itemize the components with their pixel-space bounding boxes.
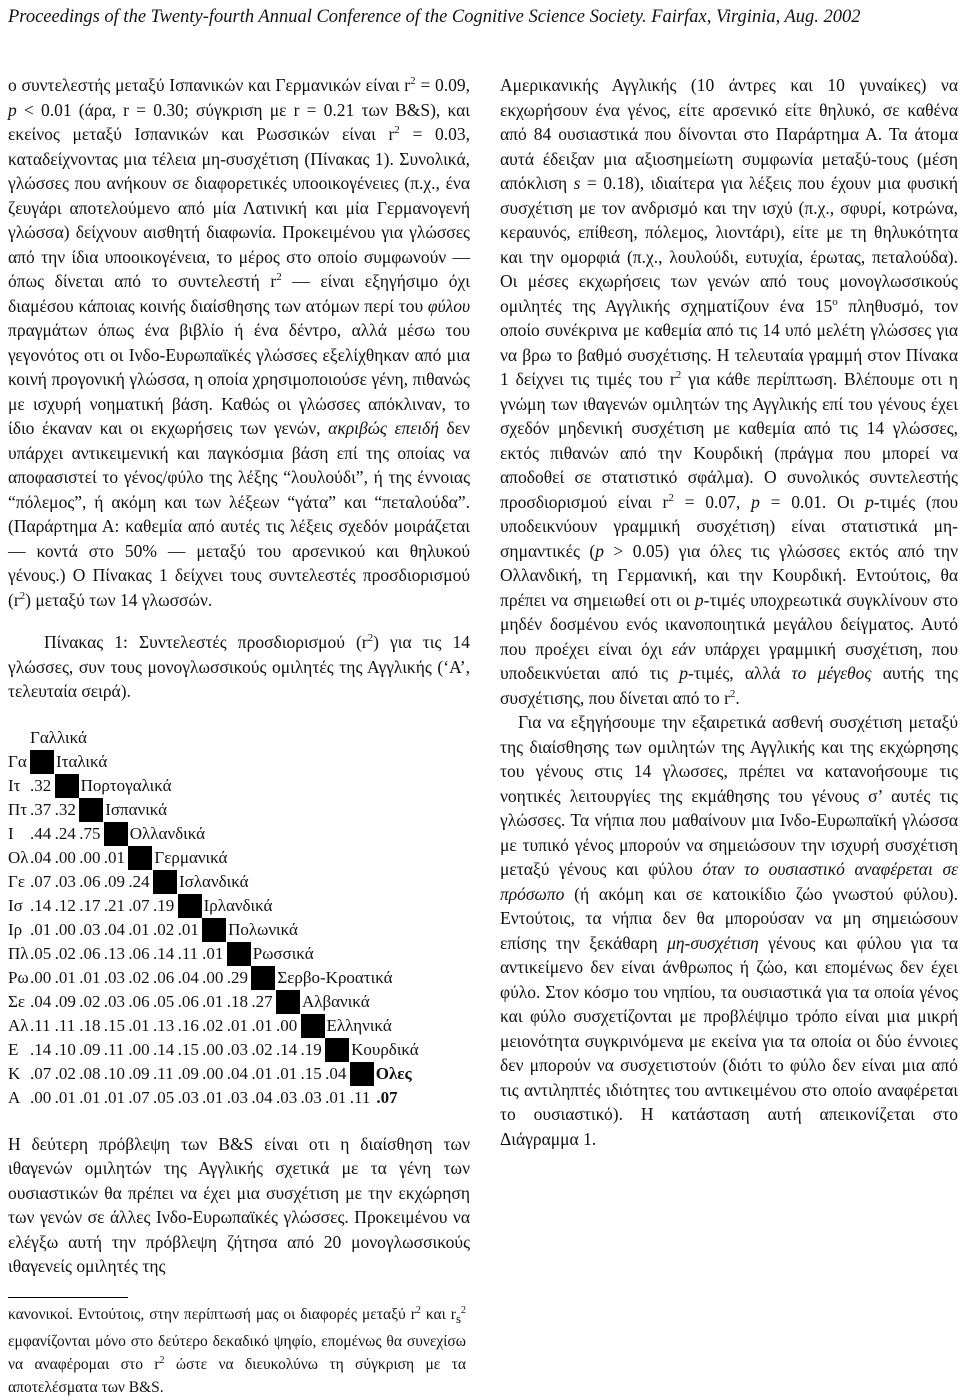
table-cell: .01	[251, 1063, 273, 1083]
row-cells	[30, 822, 104, 846]
row-label: Ισ	[8, 895, 23, 915]
table-cell: .14	[152, 943, 175, 963]
column-language-label: Ολες	[375, 1063, 412, 1083]
row-cells	[30, 1038, 325, 1062]
table-cell: .24	[54, 823, 76, 843]
table-cell: .03	[300, 1087, 322, 1107]
table-cell: .15	[300, 1063, 322, 1083]
table-cell: .09	[54, 991, 76, 1011]
table-caption: Πίνακας 1: Συντελεστές προσδιορισμού $(r^2)$ για τις 14 γλώσσες, συν τους μονογλωσσικούς ομιλητές της Αγγλικής (‘Α’, τελευταία σειρά).	[8, 632, 470, 701]
table-cell: .01	[202, 1087, 224, 1107]
table-cell: .07	[30, 871, 52, 891]
diagonal-block	[251, 966, 275, 990]
table-header-row	[8, 726, 470, 750]
footnote-rule	[8, 1297, 128, 1298]
diagonal-block	[30, 750, 54, 774]
diagonal-block	[227, 942, 251, 966]
table-row	[8, 1086, 470, 1110]
row-cells	[30, 1086, 374, 1110]
table-cell: .09	[128, 1063, 150, 1083]
table-cell: .02	[202, 1015, 224, 1035]
row-label: Ρω	[8, 967, 29, 987]
row-cells	[30, 966, 251, 990]
table-cell: .04	[325, 1063, 347, 1083]
row-label: Γα	[8, 751, 27, 771]
table-cell: .04	[103, 919, 126, 939]
table-cell: .03	[226, 1039, 248, 1059]
right-paragraph-2: Για να εξηγήσουμε την εξαιρετικά ασθενή συσχέτιση μεταξύ της διαίσθησης των ομιλητών της Αγγλικής και της εκχώρησης του γένους στις 14 γλωσσες, πρέπει να κατανοήσουμε τις νοητικές λειτουργίες της εκμάθησης του γένους σ’ αυτές τις γλώσσες. Τα νήπια που μαθαίνουν μια Ινδο-Ευρωπαϊκή γλώσσα με τυπικό γένος μπορούν να σημειώσουν την ισχυρή συσχέτιση μεταξύ γένους και φύλου όταν το ουσιαστικό αναφέρεται σε πρόσωπο (ή ακόμη και σε κατοικίδιο ζώο γνωστού φύλου). Εντούτοις, τα νήπια δεν θα μπορούσαν να μη σημειώσουν επίσης την ξεκάθαρη μη-συσχέτιση γένους και φύλου για τα αντικείμενο δεν είναι άνθρωπος ή ζώο, και επομένως δεν έχει φύλο. Στον κόσμο του νηπίου, τα ουσιαστικά για τα οποία γένος και φύλο συσχετίζονται με προβλέψιμο τρόπο είναι μια μικρή μειονότητα συγκρινόμενα με εκείνα για τα οποία οι δύο έννοιες δεν μπορούν να συσχετιστούν (διότι το φύλο δεν είναι μια από τις αντιληπτές ιδιότητες του αντικειμένου στο οποίο αναφέρεται το ουσιαστικό). Η κατάσταση αυτή απεικονίζεται στο Διάγραμμα 1.	[500, 712, 958, 1149]
table-cell: .10	[54, 1039, 76, 1059]
row-cells	[30, 1014, 301, 1038]
left-paragraph-2: Η δεύτερη πρόβλεψη των B&S είναι οτι η διαίσθηση των ιθαγενών ομιλητών της Αγγλικής σχετικά με τα γένη των ουσιαστικών θα πρέπει να έχει μια συσχέτιση με την εκχώρηση των γενών σε άλλες Ινδο-Ευρωπαϊκές γλώσσες. Προκειμένου να ελέγξω αυτή την πρόβλεψη ζήτησα από 20 μονογλωσσικούς ιθαγενείς ομιλητές της	[8, 1133, 470, 1276]
table-cell: .01	[202, 991, 224, 1011]
table-cell: .02	[152, 919, 175, 939]
table-cell: .01	[79, 967, 101, 987]
table-cell: .27	[251, 991, 273, 1011]
row-label: Γε	[8, 871, 25, 891]
table-cell: .01	[54, 1087, 76, 1107]
table-cell: .01	[54, 967, 76, 987]
table-cell: .01	[325, 1087, 347, 1107]
row-label: Πτ	[8, 799, 28, 819]
diagonal-block	[128, 846, 152, 870]
table-row	[8, 1062, 470, 1086]
column-language-label: Γερμανικά	[154, 847, 228, 867]
left-column	[8, 73, 470, 1279]
table-cell: .19	[300, 1039, 322, 1059]
table-cell: .05	[30, 943, 52, 963]
table-cell: .02	[54, 943, 76, 963]
table-row	[8, 870, 470, 894]
row-cells	[30, 894, 178, 918]
table-row	[8, 990, 470, 1014]
table-cell: .13	[103, 943, 126, 963]
table-row	[8, 846, 470, 870]
footnote: κανονικοί. Εντούτοις, στην περίπτωσή μας οι διαφορές μεταξύ $r^2$ και $r_s^2$ εμφανίζονται μόνο στο δεύτερο δεκαδικό ψηφίο, επομένως θα συνεχίσω να αναφέρομαι στο $r^2$ ώστε να διευκολύνω τη σύγκριση με τα αποτελέσματα των B&S.	[8, 1304, 466, 1397]
table-cell: .00	[79, 847, 101, 867]
table-cell: .09	[177, 1063, 199, 1083]
column-language-label: Πορτογαλικά	[80, 775, 172, 795]
table-row	[8, 750, 470, 774]
table-cell: .03	[103, 967, 126, 987]
table-cell: .06	[152, 967, 175, 987]
row-cells	[30, 774, 55, 798]
table-cell: .03	[79, 919, 101, 939]
running-header: Proceedings of the Twenty-fourth Annual Conference of the Cognitive Science Society. Fairfax, Virginia, Aug. 2002	[8, 7, 861, 27]
row-cells	[30, 870, 153, 894]
row-label: Ιτ	[8, 775, 21, 795]
row-cells	[30, 942, 227, 966]
table-cell: .03	[177, 1087, 199, 1107]
row-cells	[30, 846, 128, 870]
table-cell: .02	[79, 991, 101, 1011]
table-row	[8, 1038, 470, 1062]
table-row	[8, 894, 470, 918]
table-cell: .11	[103, 1039, 125, 1059]
row-cells	[30, 1062, 350, 1086]
table-cell: .06	[177, 991, 199, 1011]
table-row	[8, 798, 470, 822]
table-cell: .00	[54, 847, 76, 867]
table-cell: .00	[54, 919, 76, 939]
table-cell: .00	[202, 1039, 224, 1059]
table-cell: .18	[79, 1015, 101, 1035]
diagonal-block	[79, 798, 103, 822]
table-cell: .06	[128, 943, 150, 963]
table-cell: .11	[54, 1015, 76, 1035]
column-language-label: Ρωσσικά	[252, 943, 314, 963]
row-label: Ιρ	[8, 919, 23, 939]
table-cell: .09	[79, 1039, 101, 1059]
table-cell: .00	[275, 1015, 298, 1035]
table-cell: .04	[226, 1063, 248, 1083]
diagonal-block	[55, 774, 79, 798]
table-row	[8, 774, 470, 798]
coefficient-table	[8, 726, 470, 1110]
row-cells	[30, 798, 79, 822]
first-language-label: Γαλλικά	[30, 727, 87, 747]
table-cell: .16	[177, 1015, 199, 1035]
table-cell: .00	[128, 1039, 150, 1059]
table-row	[8, 918, 470, 942]
row-label: Πλ	[8, 943, 29, 963]
table-cell: .11	[152, 1063, 174, 1083]
table-cell: .12	[54, 895, 76, 915]
diagonal-block	[202, 918, 226, 942]
table-cell: .24	[128, 871, 150, 891]
table-cell: .07	[128, 1087, 150, 1107]
table-cell: .03	[226, 1087, 248, 1107]
table-cell: .10	[103, 1063, 126, 1083]
table-cell: .09	[103, 871, 126, 891]
diagonal-block	[153, 870, 177, 894]
table-cell: .07	[128, 895, 150, 915]
table-cell: .15	[177, 1039, 199, 1059]
table-cell: .03	[54, 871, 76, 891]
table-cell: .02	[128, 967, 150, 987]
table-cell: .14	[30, 895, 52, 915]
table-cell: .07	[30, 1063, 52, 1083]
column-language-label: Πολωνικά	[228, 919, 298, 939]
table-cell: .00	[202, 1063, 224, 1083]
table-cell: .11	[30, 1015, 51, 1035]
table-cell: .06	[79, 943, 101, 963]
table-cell: .03	[275, 1087, 298, 1107]
table-cell: .11	[349, 1087, 371, 1107]
total-value: .07	[376, 1087, 398, 1107]
table-cell: .14	[275, 1039, 298, 1059]
table-cell: .00	[202, 967, 224, 987]
table-cell: .02	[54, 1063, 76, 1083]
table-cell: .01	[275, 1063, 298, 1083]
table-cell: .14	[152, 1039, 175, 1059]
table-cell: .01	[128, 1015, 150, 1035]
table-cell: .32	[30, 775, 52, 795]
table-cell: .32	[54, 799, 76, 819]
right-column	[500, 73, 958, 1151]
row-label: Ε	[8, 1039, 19, 1059]
column-language-label: Ιταλικά	[56, 751, 108, 771]
column-language-label: Ελληνικά	[326, 1015, 392, 1035]
table-cell: .01	[251, 1015, 273, 1035]
table-cell: .01	[128, 919, 150, 939]
table-cell: .19	[152, 895, 175, 915]
table-cell: .17	[79, 895, 101, 915]
table-cell: .06	[128, 991, 150, 1011]
table-row	[8, 942, 470, 966]
table-row	[8, 822, 470, 846]
table-cell: .44	[30, 823, 52, 843]
table-cell: .05	[152, 991, 175, 1011]
table-cell: .29	[226, 967, 248, 987]
table-cell: .03	[103, 991, 126, 1011]
row-label: Ολ	[8, 847, 29, 867]
diagonal-block	[104, 822, 128, 846]
table-cell: .01	[202, 943, 224, 963]
table-cell: .01	[177, 919, 199, 939]
diagonal-block	[301, 1014, 325, 1038]
table-cell: .14	[30, 1039, 52, 1059]
left-paragraph-1: ο συντελεστής μεταξύ Ισπανικών και Γερμανικών είναι $r^2 = 0.09$, p < 0.01 (άρα, r = 0.30; σύγκριση με r = 0.21 των B&S), και εκείνος μεταξύ Ισπανικών και Ρωσσικών είναι $r^2 = 0.03$, καταδείχνοντας μια τέλεια μη-συσχέτιση (Πίνακας 1). Συνολικά, γλώσσες που ανήκουν σε διαφορετικές υποοικογένειες (π.χ., ένα ζευγάρι αποτελούμενο από μία Λατινική και μία Γερμανογενή γλώσσα) δείχνουν αισθητή διαφωνία. Προκειμένου για γλώσσες από την ίδια υποοικογένεια, το μέρος στο οποίο συμφωνούν — όπως δίνεται από το συντελεστή $r^2$ — είναι εξηγήσιμο όχι διαμέσου κάποιας κοινής διαίσθησης των ατόμων περί του φύλου πραγμάτων όπως ένα βιβλίο ή ένα δέντρο, αλλά μέσω του γεγονότος οτι οι Ινδο-Ευρωπαϊκές γλώσσες εξελίχθηκαν από μια κοινή προγονική γλώσσα, η οποία χρησιμοποιούσε γένη, πιθανώς με ισχυρή νοηματική βάση. Καθώς οι γλώσσες απόκλιναν, το ίδιο έκαναν και οι εκχωρήσεις των γενών, ακριβώς επειδή δεν υπάρχει αντικειμενική και παγκόσμια βάση επί της οποίας να αποφασιστεί το γένος/φύλο της λέξης “λουλούδι”, ή της έννοιας “πόλεμος”, ή ακόμη και των λέξεων “γάτα” και “πεταλούδα”. (Παράρτημα Α: καθεμία από αυτές τις λέξεις σχεδόν μοιράζεται — κοντά στο 50% — μεταξύ του αρσενικού και θηλυκού γένους.) Ο Πίνακας 1 δείχνει τους συντελεστές προσδιορισμού $(r^2)$ μεταξύ των 14 γλωσσών.	[8, 75, 470, 610]
right-paragraph-1: Αμερικανικής Αγγλικής (10 άντρες και 10 γυναίκες) να εκχωρήσουν ένα γένος, είτε αρσενικό είτε θηλυκό, σε καθένα από 84 ουσιαστικά που δίνονται στο Παράρτημα Α. Τα άτομα αυτά έδειξαν μια αξιοσημείωτη συμφωνία μεταξύ-τους (μέση απόκλιση s = 0.18), ιδιαίτερα για λέξεις που έχουν μια φυσική συσχέτιση με τον ανδρισμό και την ισχύ (π.χ., σφυρί, κοτρώνα, κεραυνός, επίθεση, πόλεμος, λιοντάρι), είτε με τη θηλυκότητα και την ομορφιά (π.χ., λουλούδι, ευτυχία, έρωτας, πεταλούδα). Οι μέσες εκχωρήσεις των γενών από τους μονογλωσσικούς ομιλητές της Αγγλικής σχηματίζουν ένα $15^o$ πληθυσμό, τον οποίο συνέκρινα με καθεμία από τις 14 υπό μελέτη γλώσσες για να βρω το βαθμό συσχέτισης. Η τελευταία γραμμή στον Πίνακα 1 δείχνει τις τιμές του $r^2$ για κάθε περίπτωση. Βλέπουμε οτι η γνώμη των ιθαγενών ομιλητών της Αγγλικής επί του γένους έχει σχεδόν μηδενική συσχέτιση με καθεμία από τις 14 γλώσσες, εκτός πιθανών από την Κουρδική (πράγμα που μπορεί να αποδοθεί σε στατιστικό σφάλμα). Ο συνολικός συντελεστής προσδιορισμού είναι $r^2 = 0.07$, p = 0.01. Οι p-τιμές (που υποδεικνύουν γραμμική συσχέτιση) είναι στατιστικά μη-σημαντικές (p > 0.05) για όλες τις γλώσσες εκτός από την Ολλανδική, τη Γερμανική, και την Κουρδική. Εντούτοις, θα πρέπει να σημειωθεί οτι οι p-τιμές υποχρεωτικά συγκλίνουν στο μηδέν δοσμένου ενός ικανοποιητικά μεγάλου δείγματος. Αυτό που προέχει είναι όχι εάν υπάρχει γραμμική συσχέτιση, που υποδεικνύεται από τις p-τιμές, αλλά το μέγεθος αυτής της συσχέτισης, που δίνεται από το $r^2$.	[500, 75, 958, 708]
column-language-label: Ιρλανδικά	[203, 895, 273, 915]
table-cell: .01	[30, 919, 52, 939]
table-cell: .00	[30, 967, 52, 987]
column-language-label: Αλβανικά	[301, 991, 370, 1011]
column-language-label: Ολλανδικά	[129, 823, 206, 843]
table-cell: .18	[226, 991, 248, 1011]
table-cell: .00	[30, 1087, 52, 1107]
table-cell: .05	[152, 1087, 175, 1107]
row-label: Σε	[8, 991, 26, 1011]
column-language-label: Σερβο-Κροατικά	[277, 967, 393, 987]
table-row	[8, 1014, 470, 1038]
row-label: Κ	[8, 1063, 21, 1083]
column-language-label: Ισπανικά	[105, 799, 168, 819]
table-cell: .01	[79, 1087, 101, 1107]
row-cells	[30, 990, 276, 1014]
table-cell: .13	[152, 1015, 175, 1035]
row-label: Αλ	[8, 1015, 29, 1035]
table-cell: .04	[30, 847, 52, 867]
table-cell: .01	[103, 1087, 126, 1107]
table-cell: .15	[103, 1015, 126, 1035]
table-cell: .37	[30, 799, 52, 819]
diagonal-block	[350, 1062, 374, 1086]
table-cell: .01	[226, 1015, 248, 1035]
table-cell: .04	[177, 967, 199, 987]
diagonal-block	[325, 1038, 349, 1062]
row-cells	[30, 918, 202, 942]
row-label: Α	[8, 1087, 21, 1107]
column-language-label: Ισλανδικά	[178, 871, 249, 891]
table-cell: .75	[79, 823, 101, 843]
table-cell: .01	[103, 847, 126, 867]
table-cell: .04	[251, 1087, 273, 1107]
table-row	[8, 966, 470, 990]
column-language-label: Κουρδικά	[351, 1039, 419, 1059]
table-cell: .11	[177, 943, 199, 963]
table-cell: .21	[103, 895, 126, 915]
table-cell: .08	[79, 1063, 101, 1083]
table-cell: .02	[251, 1039, 273, 1059]
row-label: Ι	[8, 823, 14, 843]
table-cell: .06	[79, 871, 101, 891]
diagonal-block	[276, 990, 300, 1014]
table-cell: .04	[30, 991, 52, 1011]
diagonal-block	[178, 894, 202, 918]
